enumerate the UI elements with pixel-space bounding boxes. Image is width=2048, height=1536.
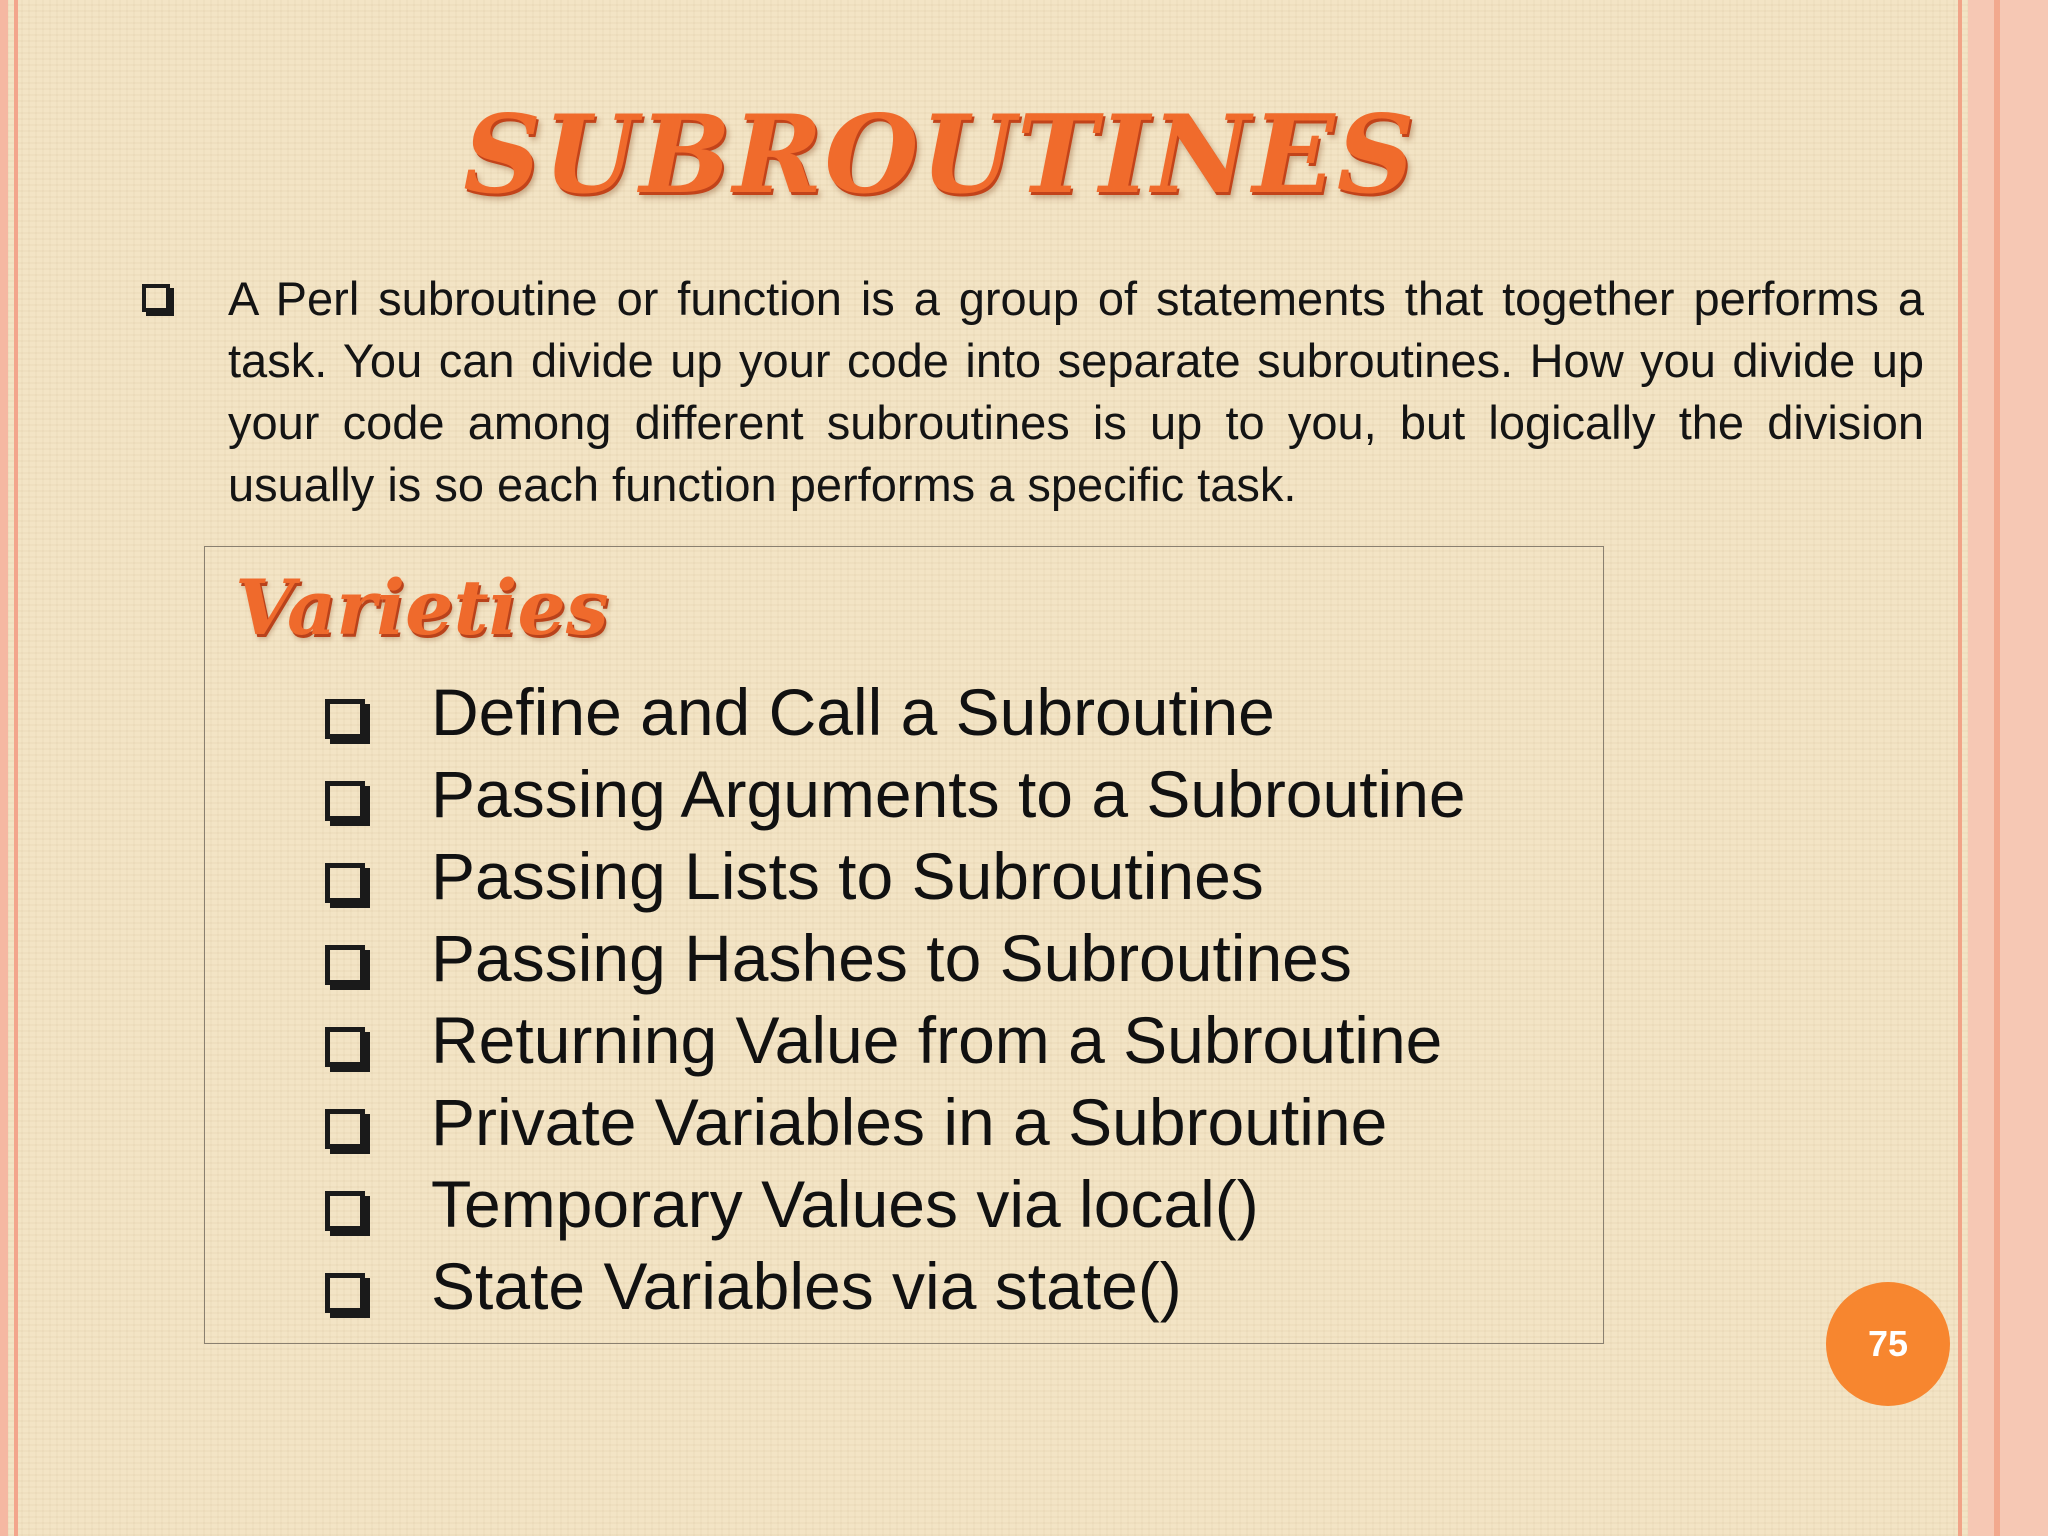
checkbox-square-icon — [325, 699, 365, 739]
list-item-label: Private Variables in a Subroutine — [431, 1085, 1388, 1159]
checkbox-square-icon — [325, 1109, 365, 1149]
right-border-line — [1958, 0, 1962, 1536]
checkbox-square-icon — [325, 863, 365, 903]
list-item-label: Temporary Values via local() — [431, 1167, 1259, 1241]
list-item-label: Returning Value from a Subroutine — [431, 1003, 1443, 1077]
page-number-badge: 75 — [1826, 1282, 1950, 1406]
slide-title: SUBROUTINES — [463, 92, 1417, 218]
list-item-label: Define and Call a Subroutine — [431, 675, 1275, 749]
checkbox-square-icon — [325, 1191, 365, 1231]
checkbox-square-icon — [142, 284, 170, 312]
varieties-heading: Varieties — [235, 563, 609, 652]
checkbox-square-icon — [325, 1273, 365, 1313]
list-item-label: Passing Arguments to a Subroutine — [431, 757, 1466, 831]
checkbox-square-icon — [325, 1027, 365, 1067]
left-border-decoration — [0, 0, 8, 1536]
left-border-line — [14, 0, 18, 1536]
intro-paragraph: A Perl subroutine or function is a group of statements that together performs a task. You can divide up your code into separate subroutines. How you divide up your code among different subroutines is up to you, but logically the division usually is so each function performs a specific task. — [228, 272, 1924, 511]
checkbox-square-icon — [325, 945, 365, 985]
right-border-band — [1968, 0, 2048, 1536]
list-item-label: Passing Lists to Subroutines — [431, 839, 1264, 913]
checkbox-square-icon — [325, 781, 365, 821]
varieties-box — [204, 546, 1604, 1344]
list-item-label: State Variables via state() — [431, 1249, 1182, 1323]
list-item-label: Passing Hashes to Subroutines — [431, 921, 1352, 995]
right-border-stripe — [1994, 0, 2000, 1536]
